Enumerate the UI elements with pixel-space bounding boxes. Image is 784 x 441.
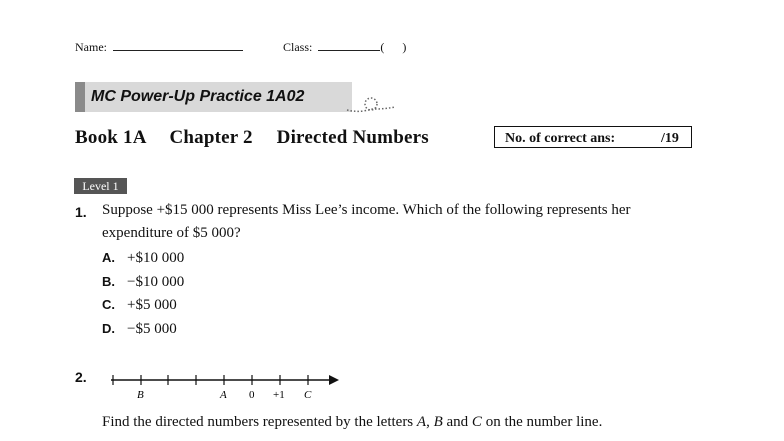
q2-letter-a: A [416,414,427,430]
q2-sep1: , [426,414,434,430]
score-total: /19 [661,131,679,146]
question-1-text-line2: expenditure of $5 000? [102,225,241,241]
label-b: B [137,389,144,401]
class-blank[interactable] [318,38,380,51]
level-badge: Level 1 [74,178,127,194]
label-plus-one: +1 [273,389,285,401]
option-c[interactable] [102,296,177,314]
class-label: Class: [283,40,313,54]
option-text: +$10 000 [127,250,185,266]
number-line-arrow-icon [329,375,339,385]
class-paren-open: ( [380,40,385,54]
option-d[interactable] [102,320,177,338]
class-paren-close: ) [402,40,407,54]
option-letter: B. [102,274,115,289]
option-letter: A. [102,250,115,265]
name-blank[interactable] [113,38,243,51]
heading-chapter: Chapter 2 [169,127,253,148]
banner-title: MC Power-Up Practice 1A02 [91,88,305,105]
q2-letter-c: C [471,414,482,430]
q2-text-prefix: Find the directed numbers represented by the letters [102,414,417,430]
score-label: No. of correct ans: [505,131,616,146]
name-field-row [75,38,243,55]
q2-letter-b: B [433,414,443,430]
chapter-heading [75,127,429,149]
label-c: C [304,389,312,401]
heading-book: Book 1A [75,127,146,148]
option-b[interactable] [102,273,184,291]
option-text: +$5 000 [127,297,177,313]
banner-swirl-icon [345,96,399,118]
banner-tab [75,82,85,112]
question-2-text [102,414,602,431]
label-zero: 0 [249,389,255,401]
question-2-number: 2. [75,369,87,385]
option-text: −$5 000 [127,321,177,337]
number-line-diagram [105,368,345,402]
question-1-text-line1: Suppose +$15 000 represents Miss Lee’s income. Which of the following represents her [102,202,631,218]
option-letter: D. [102,321,115,336]
label-a: A [220,389,227,401]
option-letter: C. [102,297,115,312]
name-label: Name: [75,40,107,54]
option-text: −$10 000 [127,274,185,290]
class-field-row [283,38,406,55]
question-1-number: 1. [75,204,87,220]
option-a[interactable] [102,249,184,267]
heading-topic: Directed Numbers [276,127,429,148]
q2-text-suffix: on the number line. [481,414,603,430]
q2-sep2: and [442,414,472,430]
